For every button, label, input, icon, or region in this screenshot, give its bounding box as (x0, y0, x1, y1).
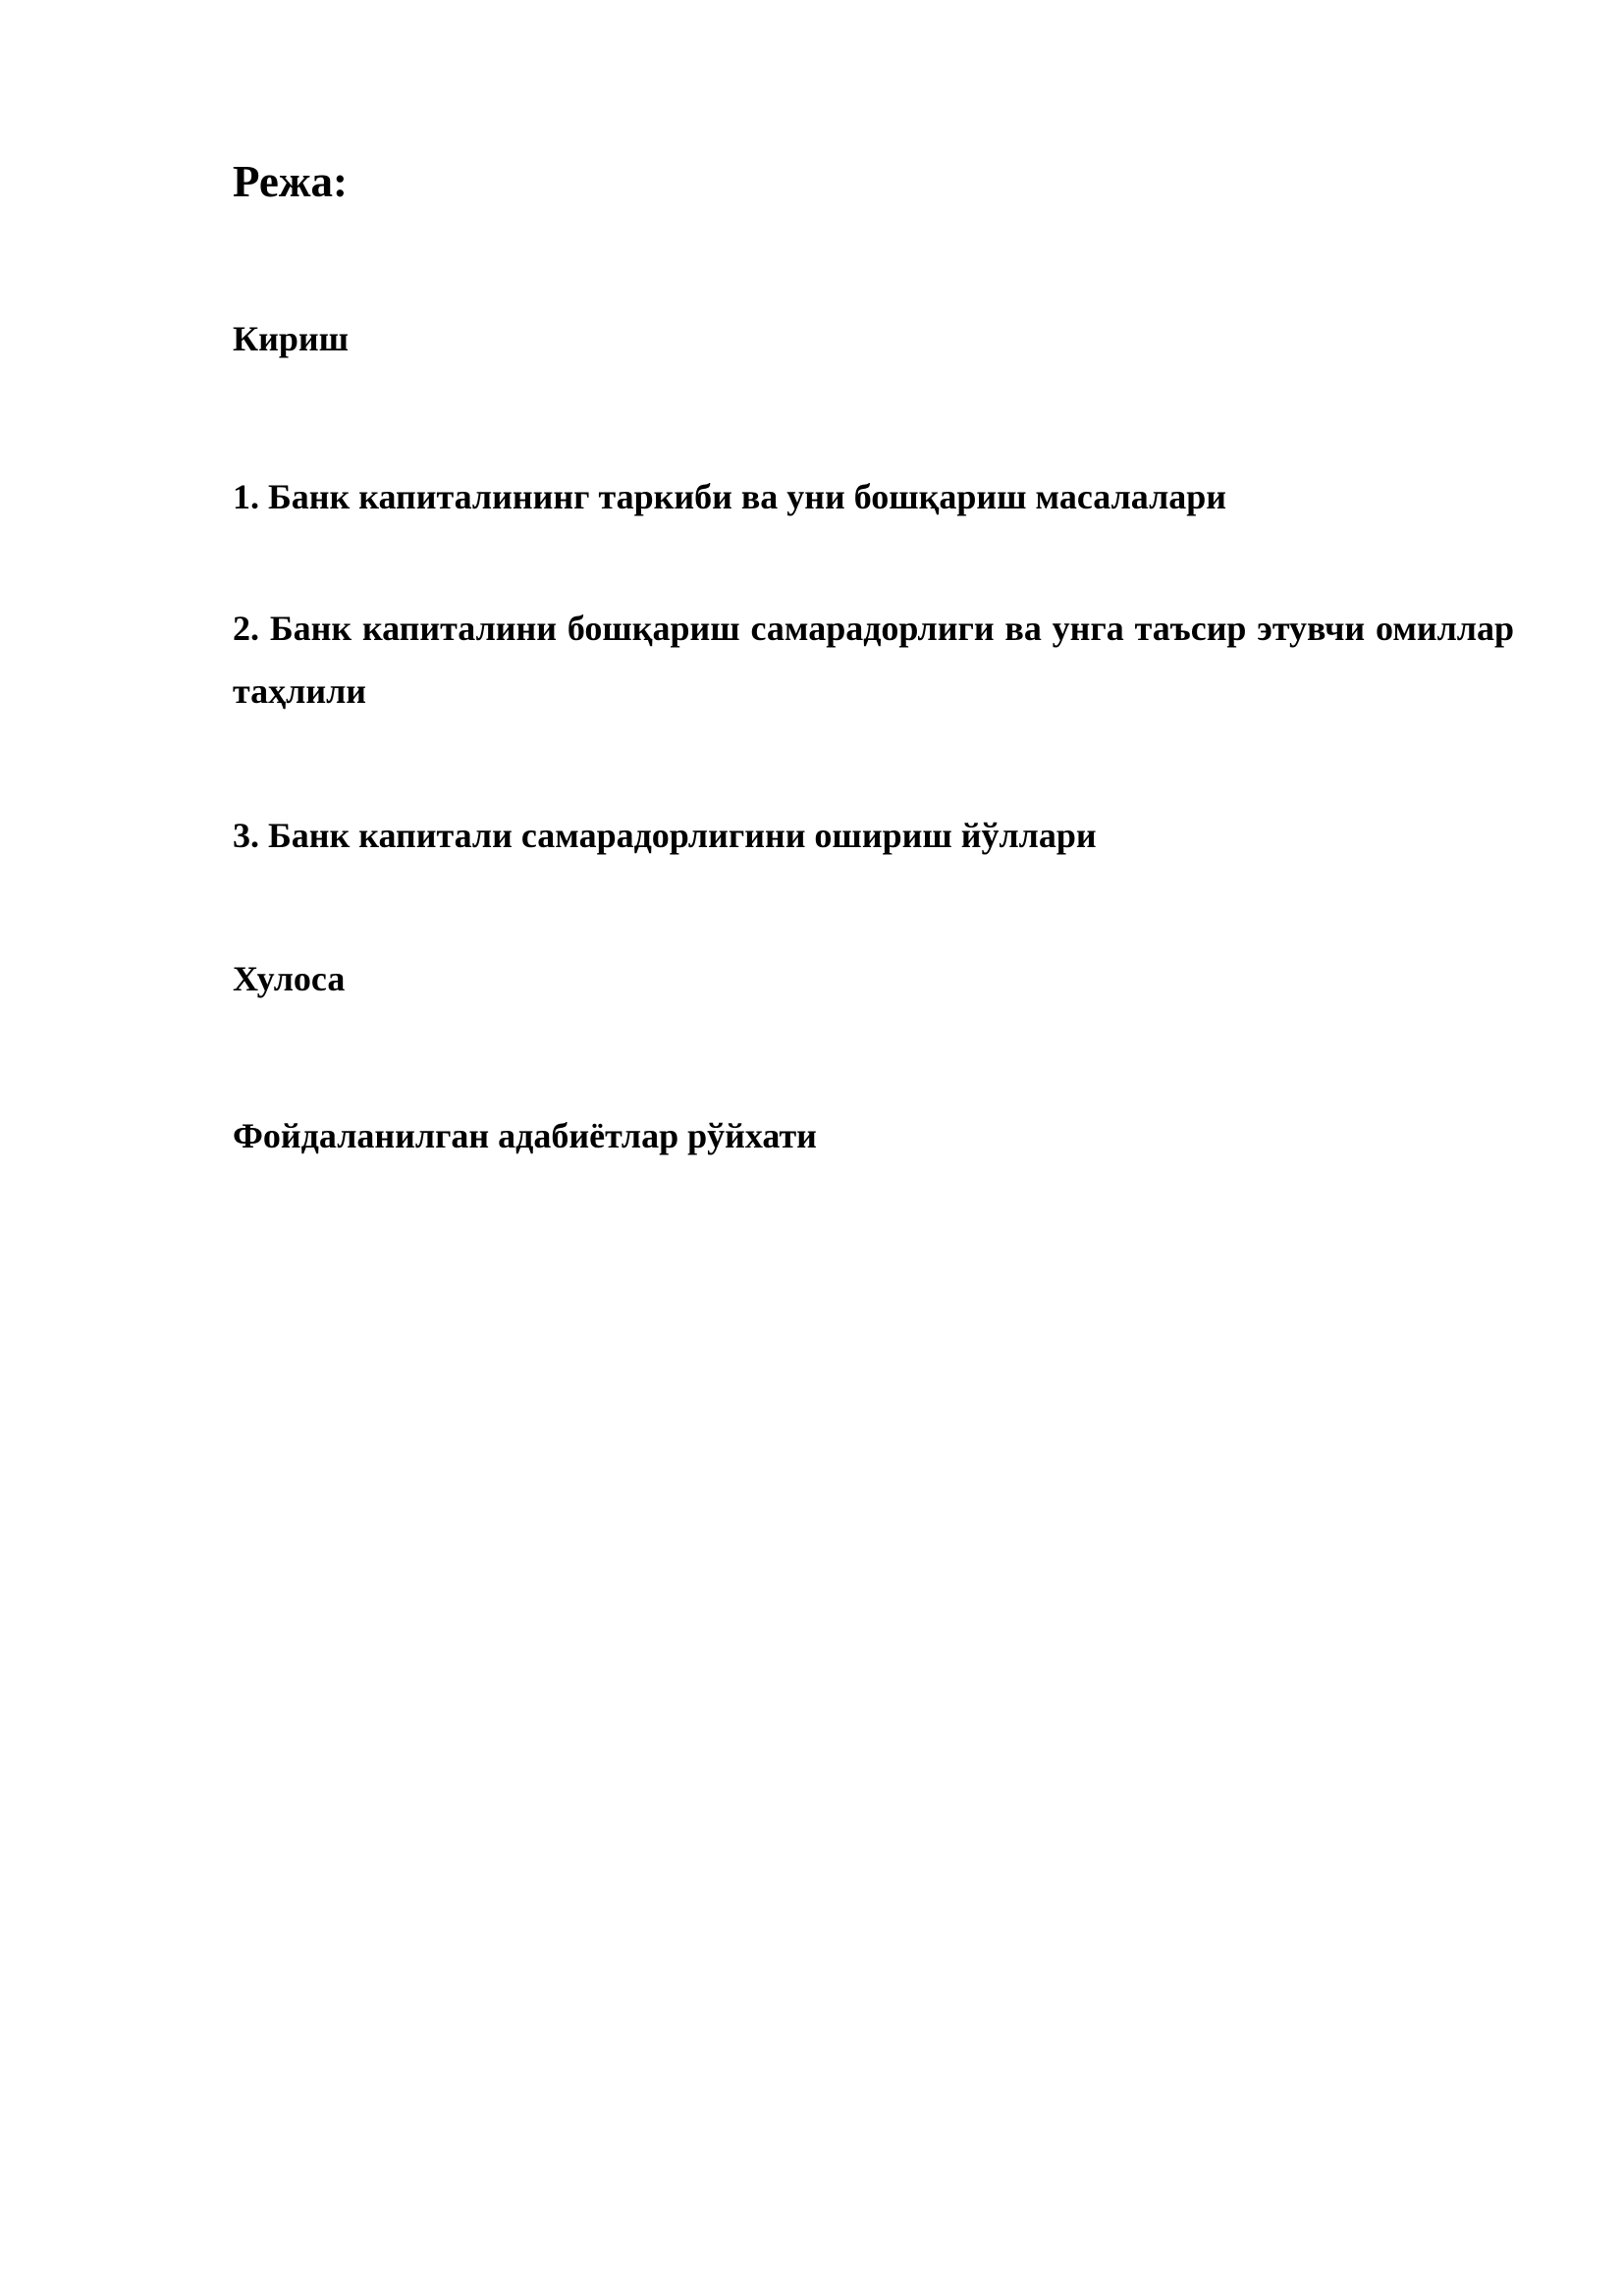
outline-item-references: Фойдаланилган адабиётлар рўйхати (233, 1116, 817, 1155)
outline-item-introduction: Кириш (233, 319, 350, 358)
outline-item-chapter-1: 1. Банк капиталининг таркиби ва уни бошқариш масалалари (233, 477, 1227, 516)
outline-item-chapter-2: 2. Банк капиталини бошқариш самарадорлиги ва унга таъсир этувчи омиллар таҳлили (233, 609, 1514, 711)
outline-item-chapter-3: 3. Банк капитали самарадорлигини ошириш йўллари (233, 816, 1097, 855)
page-title: Режа: (233, 157, 348, 206)
outline-item-conclusion: Хулоса (233, 959, 346, 998)
